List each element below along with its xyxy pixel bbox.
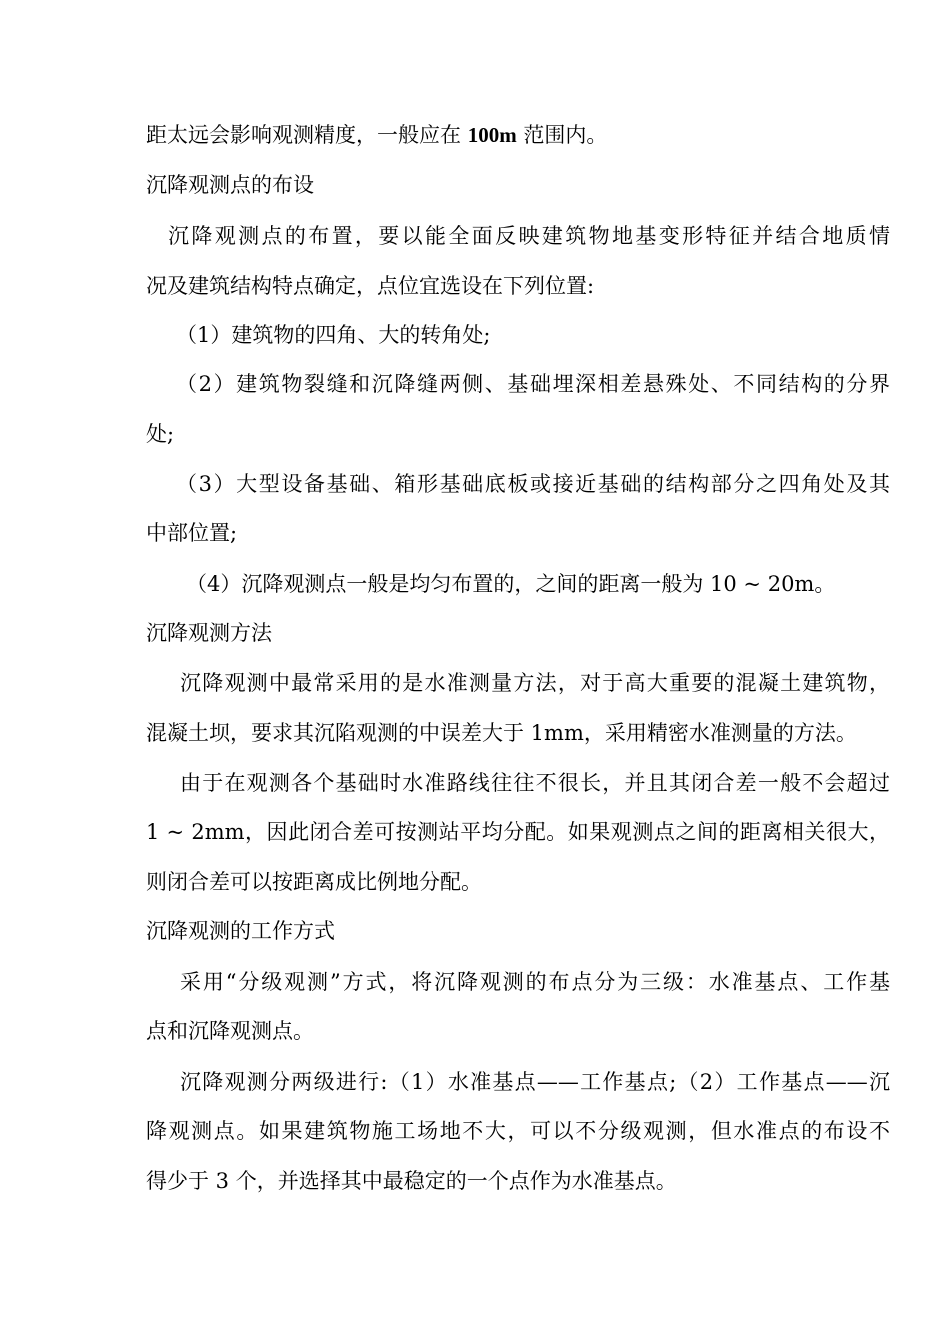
paragraph-line: 降观测点。如果建筑物施工场地不大，可以不分级观测，但水准点的布设不 — [146, 1119, 890, 1143]
section-heading: 沉降观测点的布设 — [146, 173, 314, 197]
paragraph-line: 中部位置; — [146, 521, 238, 545]
line-text: 距太远会影响观测精度，一般应在 — [146, 123, 468, 147]
list-item: （3）大型设备基础、箱形基础底板或接近基础的结构部分之四角处及其 — [176, 472, 890, 496]
paragraph-line: 则闭合差可以按距离成比例地分配。 — [146, 870, 482, 894]
paragraph-line: 点和沉降观测点。 — [146, 1019, 314, 1043]
paragraph-line: 沉降观测分两级进行:（1）水准基点——工作基点;（2）工作基点——沉 — [180, 1070, 890, 1094]
section-heading: 沉降观测方法 — [146, 621, 272, 645]
paragraph-line: 沉降观测中最常采用的是水准测量方法，对于高大重要的混凝土建筑物， — [180, 671, 890, 695]
paragraph-line: 得少于 3 个，并选择其中最稳定的一个点作为水准基点。 — [146, 1169, 677, 1193]
list-item: （2）建筑物裂缝和沉降缝两侧、基础埋深相差悬殊处、不同结构的分界 — [176, 372, 890, 396]
section-heading: 沉降观测的工作方式 — [146, 919, 335, 943]
paragraph-line: 混凝土坝，要求其沉陷观测的中误差大于 1mm，采用精密水准测量的方法。 — [146, 721, 857, 745]
list-item: （1）建筑物的四角、大的转角处; — [176, 323, 491, 347]
line-text: 范围内。 — [516, 123, 608, 147]
paragraph-line: 况及建筑结构特点确定，点位宜选设在下列位置: — [146, 274, 595, 298]
paragraph-line: 处; — [146, 422, 175, 446]
paragraph-line: 沉降观测点的布置，要以能全面反映建筑物地基变形特征并结合地质情 — [168, 224, 890, 248]
list-item: （4）沉降观测点一般是均匀布置的，之间的距离一般为 10 ~ 20m。 — [186, 572, 836, 596]
paragraph-line — [146, 117, 890, 153]
paragraph-line: 采用“分级观测”方式，将沉降观测的布点分为三级：水准基点、工作基 — [180, 970, 890, 994]
paragraph-line: 1 ~ 2mm，因此闭合差可按测站平均分配。如果观测点之间的距离相关很大， — [146, 820, 890, 844]
distance-value: 100m — [467, 123, 517, 147]
paragraph-line: 由于在观测各个基础时水准路线往往不很长，并且其闭合差一般不会超过 — [180, 771, 890, 795]
